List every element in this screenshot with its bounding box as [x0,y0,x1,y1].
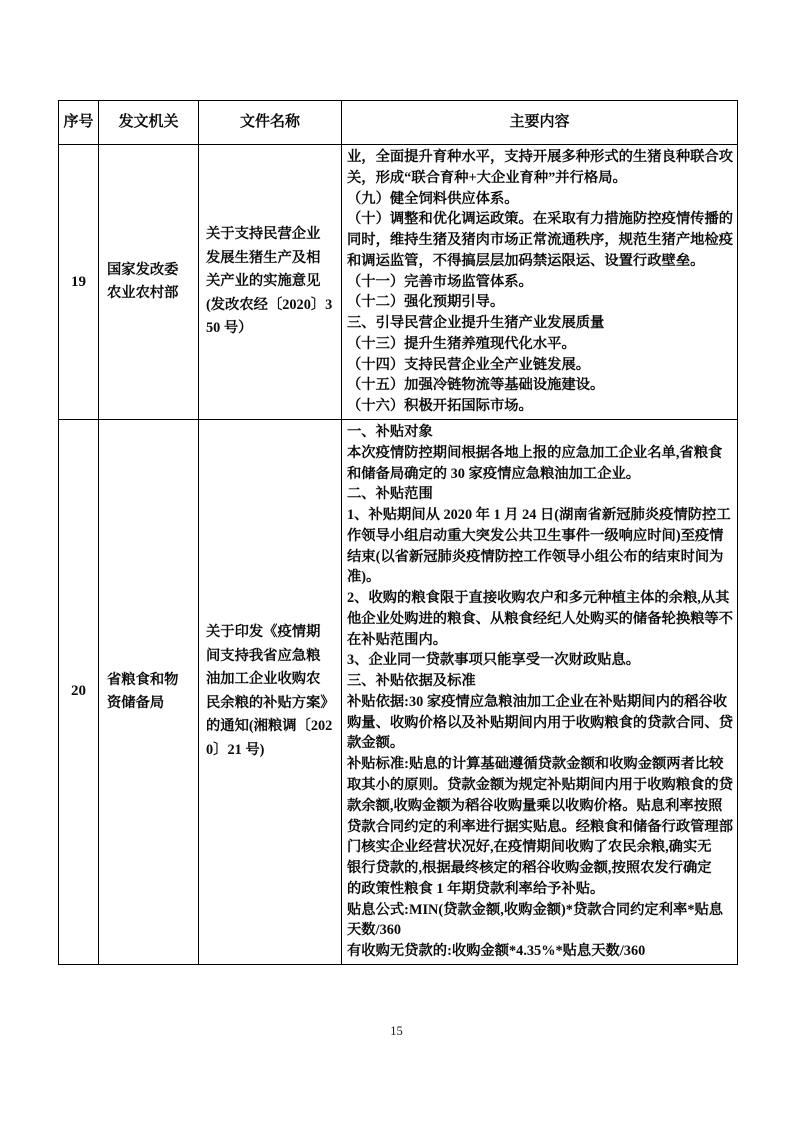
cell-document-name: 关于支持民营企业发展生猪生产及相关产业的实施意见(发改农经〔2020〕350 号） [199,145,342,420]
cell-main-content [342,145,738,420]
cell-issuing-agency [99,420,199,965]
text-line: 农业农村部 [107,285,179,301]
header-main-content: 主要内容 [342,101,738,145]
text-line: 二、补贴范围 [347,486,433,503]
text-line: 款金额。 [347,735,405,752]
cell-main-content [342,420,738,965]
text-line: 资储备局 [107,694,165,711]
text-line: 在补贴范围内。 [347,631,448,648]
text-line: 三、引导民营企业提升生猪产业发展质量 [347,315,605,332]
text-line: 3、企业同一贷款事项只能享受一次财政贴息。 [347,652,641,669]
text-line: （十一）完善市场监管体系。 [347,273,533,290]
text-line: 天数/360 [347,922,402,939]
text-line: （十四）支持民营企业全产业链发展。 [347,356,591,373]
page-number: 15 [390,1024,403,1038]
text-line: （十三）提升生猪养殖现代化水平。 [347,335,576,352]
cell-serial-number: 19 [59,145,99,420]
text-line: （十二）强化预期引导。 [347,294,505,311]
table-row [59,145,738,420]
text-line: 三、补贴依据及标准 [347,673,476,690]
text-line: 银行贷款的,根据最终核定的稻谷收购金额,按照农发行确定 [347,860,712,877]
text-line: 一、补贴对象 [347,424,433,440]
text-line: 款余额,收购金额为稻谷收购量乘以收购价格。贴息利率按照 [347,797,723,814]
text-line: 取其小的原则。贷款金额为规定补贴期间内用于收购粮食的贷 [347,777,733,794]
text-line: 他企业处购进的粮食、从粮食经纪人处购买的储备轮换粮等不 [347,610,733,627]
text-line: 购量、收购价格以及补贴期间内用于收购粮食的贷款合同、贷 [347,714,733,731]
header-document-name: 文件名称 [199,101,342,145]
text-line: 作领导小组启动重大突发公共卫生事件一级响应时间)至疫情 [347,527,724,544]
text-line: 同时，维持生猪及猪肉市场正常流通秩序，规范生猪产地检疫 [347,232,733,249]
text-line: 2、收购的粮食限于直接收购农户和多元种植主体的余粮,从其 [347,590,730,607]
text-line: 国家发改委 [107,262,179,278]
text-line: 和调运监管，不得搞层层加码禁运限运、设置行政壁垒。 [347,252,705,269]
header-serial-number: 序号 [59,101,99,145]
text-line: 贴息公式:MIN(贷款金额,收购金额)*贷款合同约定利率*贴息 [347,901,724,918]
text-line: 贷款合同约定的利率进行据实贴息。经粮食和储备行政管理部 [347,818,733,835]
text-line: （十六）积极开拓国际市场。 [347,398,533,415]
text-line: 省粮食和物 [107,671,179,688]
text-line: 有收购无贷款的:收购金额*4.35%*贴息天数/360 [347,943,646,960]
text-line: 本次疫情防控期间根据各地上报的应急加工企业名单,省粮食 [347,444,723,461]
text-line: 1、补贴期间从 2020 年 1 月 24 日(湖南省新冠肺炎疫情防控工 [347,507,731,524]
cell-serial-number: 20 [59,420,99,965]
text-line: 和储备局确定的 30 家疫情应急粮油加工企业。 [347,465,641,482]
text-line: 业，全面提升育种水平，支持开展多种形式的生猪良种联合攻 [347,149,733,166]
text-line: 准)。 [347,569,381,586]
text-line: （十）调整和优化调运政策。在采取有力措施防控疫情传播的 [347,211,733,228]
text-line: 补贴标准:贴息的计算基础遵循贷款金额和收购金额两者比较 [347,756,724,773]
text-line: （九）健全饲料供应体系。 [347,190,519,207]
text-line: 门核实企业经营状况好,在疫情期间收购了农民余粮,确实无 [347,839,712,856]
text-line: 补贴依据:30 家疫情应急粮油加工企业在补贴期间内的稻谷收 [347,693,728,710]
cell-issuing-agency [99,145,199,420]
text-line: （十五）加强冷链物流等基础设施建设。 [347,377,605,394]
table-header-row [59,101,738,145]
header-issuing-agency: 发文机关 [99,101,199,145]
text-line: 结束(以省新冠肺炎疫情防控工作领导小组公布的结束时间为 [347,548,724,565]
text-line: 关，形成“联合育种+大企业育种”并行格局。 [347,169,627,186]
table-row [59,420,738,965]
text-line: 的政策性粮食 1 年期贷款利率给予补贴。 [347,880,605,897]
document-table [58,100,738,965]
cell-document-name: 关于印发《疫情期间支持我省应急粮油加工企业收购农民余粮的补贴方案》的通知(湘粮调〔2020〕21 号) [199,420,342,965]
